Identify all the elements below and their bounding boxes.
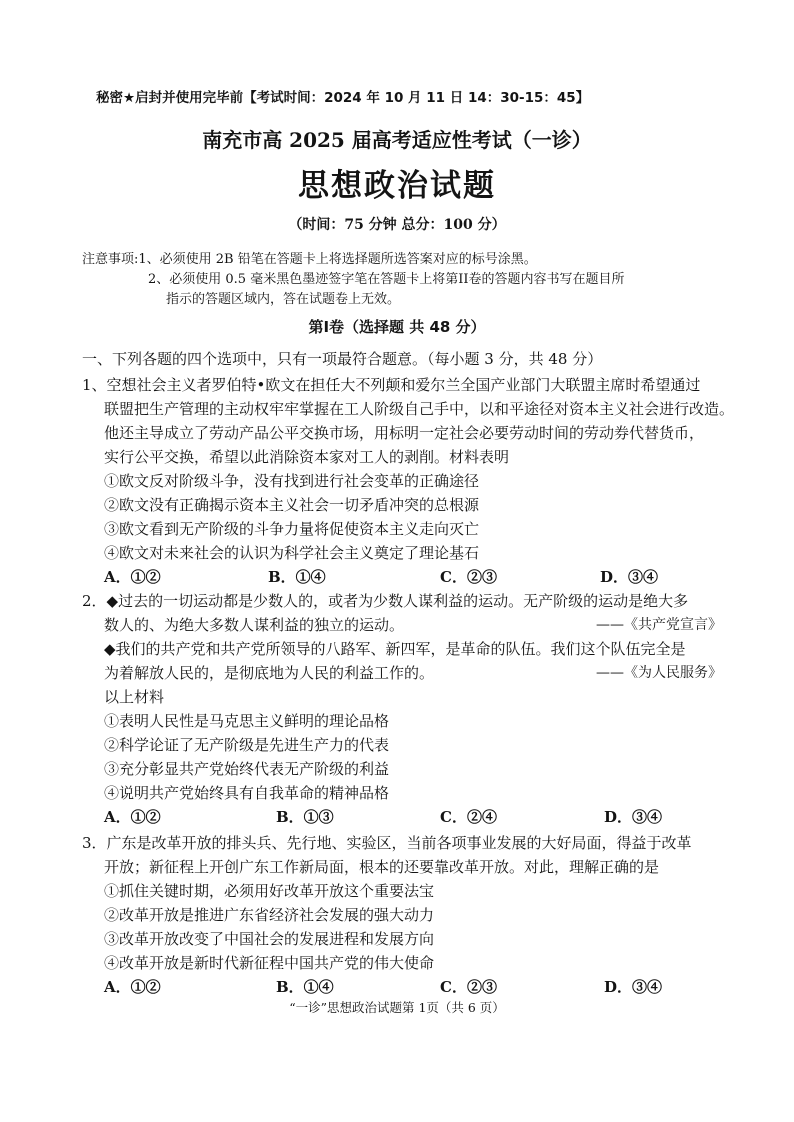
- note-2-line-1: 2、必须使用 0.5 毫米黑色墨迹签字笔在答题卡上将第II卷的答题内容书写在题目所: [148, 272, 625, 287]
- q3-statement-1: ①抓住关键时期，必须用好改革开放这个重要法宝: [104, 882, 435, 900]
- section-instruction: 一、下列各题的四个选项中，只有一项最符合题意。（每小题 3 分，共 48 分）: [82, 350, 603, 368]
- page-footer: “一诊”思想政治试题第 1页（共 6 页）: [289, 1000, 505, 1015]
- q2-stem-line-4: 为着解放人民的，是彻底地为人民的利益工作的。: [104, 664, 435, 682]
- q3-stem-line-1: 3．广东是改革开放的排头兵、先行地、实验区，当前各项事业发展的大好局面，得益于改革: [82, 834, 692, 852]
- q1-option-c: C．②③: [440, 568, 497, 586]
- q2-stem-line-5: 以上材料: [104, 688, 165, 706]
- q2-stem-line-1: 2．◆过去的一切运动都是少数人的，或者为少数人谋利益的运动。无产阶级的运动是绝大多: [82, 592, 689, 610]
- note-1: 注意事项:1、必须使用 2B 铅笔在答题卡上将选择题所选答案对应的标号涂黑。: [82, 252, 537, 267]
- q1-stem-line-2: 联盟把生产管理的主动权牢牢掌握在工人阶级自己手中，以和平途径对资本主义社会进行改造。: [104, 400, 735, 418]
- q2-stem-line-3: ◆我们的共产党和共产党所领导的八路军、新四军，是革命的队伍。我们这个队伍完全是: [104, 640, 686, 658]
- q1-option-b: B．①④: [268, 568, 326, 586]
- q3-statement-3: ③改革开放改变了中国社会的发展进程和发展方向: [104, 930, 435, 948]
- q2-statement-2: ②科学论证了无产阶级是先进生产力的代表: [104, 736, 390, 754]
- q1-statement-1: ①欧文反对阶级斗争，没有找到进行社会变革的正确途径: [104, 472, 480, 490]
- q1-option-a: A．①②: [104, 568, 161, 586]
- q2-source-2: ——《为人民服务》: [596, 665, 722, 681]
- q3-statement-2: ②改革开放是推进广东省经济社会发展的强大动力: [104, 906, 435, 924]
- q2-statement-3: ③充分彰显共产党始终代表无产阶级的利益: [104, 760, 390, 778]
- subject-title: 思想政治试题: [298, 168, 496, 204]
- q2-statement-1: ①表明人民性是马克思主义鲜明的理论品格: [104, 712, 390, 730]
- q1-stem-line-1: 1、空想社会主义者罗伯特•欧文在担任大不列颠和爱尔兰全国产业部门大联盟主席时希望通过: [82, 376, 701, 394]
- q2-stem-line-2: 数人的、为绝大多数人谋利益的独立的运动。: [104, 616, 405, 634]
- q2-option-c: C．②④: [440, 808, 497, 826]
- q3-option-a: A．①②: [104, 978, 161, 996]
- exam-title: 南充市高 2025 届高考适应性考试（一诊）: [202, 128, 592, 152]
- q1-stem-line-3: 他还主导成立了劳动产品公平交换市场，用标明一定社会必要劳动时间的劳动券代替货币，: [104, 424, 705, 442]
- q1-statement-2: ②欧文没有正确揭示资本主义社会一切矛盾冲突的总根源: [104, 496, 480, 514]
- q3-option-c: C．②③: [440, 978, 497, 996]
- q1-statement-3: ③欧文看到无产阶级的斗争力量将促使资本主义走向灭亡: [104, 520, 480, 538]
- q1-stem-line-4: 实行公平交换，希望以此消除资本家对工人的剥削。材料表明: [104, 448, 510, 466]
- q3-statement-4: ④改革开放是新时代新征程中国共产党的伟大使命: [104, 954, 435, 972]
- q2-source-1: ——《共产党宣言》: [596, 617, 722, 633]
- q2-statement-4: ④说明共产党始终具有自我革命的精神品格: [104, 784, 390, 802]
- note-2-line-2: 指示的答题区域内，答在试题卷上无效。: [166, 292, 401, 307]
- q1-statement-4: ④欧文对未来社会的认识为科学社会主义奠定了理论基石: [104, 544, 480, 562]
- time-score-info: （时间：75 分钟 总分：100 分）: [288, 217, 506, 233]
- q3-stem-line-2: 开放；新征程上开创广东工作新局面，根本的还要靠改革开放。对此，理解正确的是: [104, 858, 660, 876]
- q3-option-b: B．①④: [276, 978, 334, 996]
- q3-option-d: D．③④: [604, 978, 663, 996]
- q2-option-b: B．①③: [276, 808, 334, 826]
- confidential-notice: 秘密★启封并使用完毕前【考试时间：2024 年 10 月 11 日 14：30-15：45】: [96, 90, 590, 106]
- q2-option-d: D．③④: [604, 808, 663, 826]
- section-heading: 第I卷（选择题 共 48 分）: [308, 318, 486, 336]
- q1-option-d: D．③④: [600, 568, 659, 586]
- q2-option-a: A．①②: [104, 808, 161, 826]
